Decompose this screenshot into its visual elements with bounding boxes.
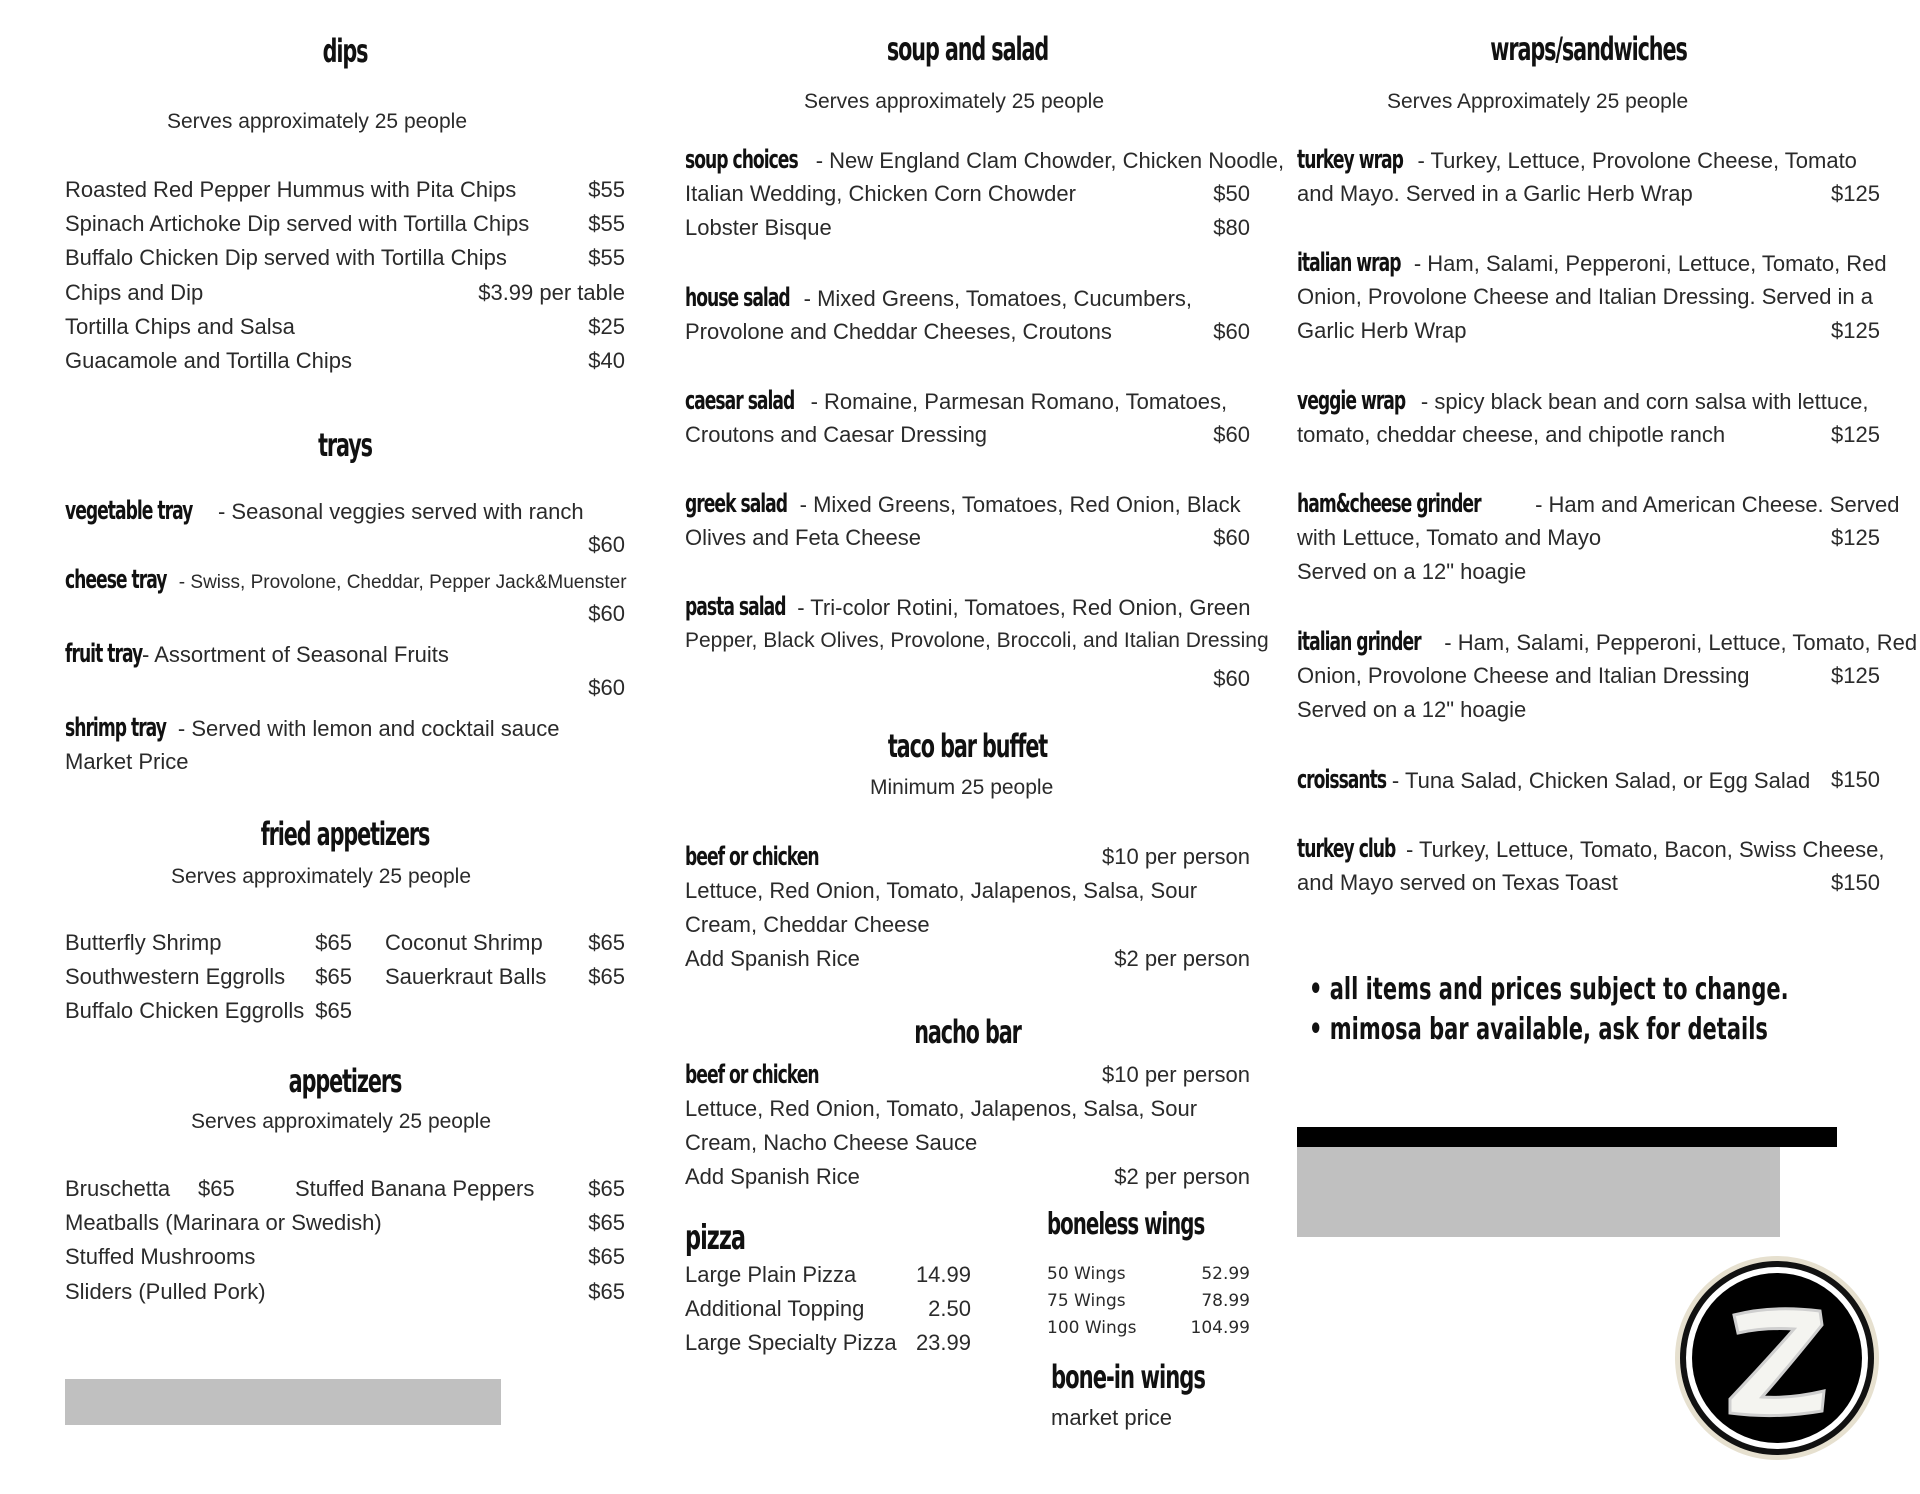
list-item: Large Specialty Pizza 23.99	[685, 1330, 971, 1355]
list-item: Roasted Red Pepper Hummus with Pita Chips $55	[65, 177, 625, 202]
item-name: cheese tray	[65, 565, 167, 595]
column-left	[65, 0, 625, 1494]
list-item: italian grinder - Ham, Salami, Pepperoni, Lettuce, Tomato, Red Onion, Provolone Cheese and Italian Dressing $125 Served on a 12" hoagie	[1297, 627, 1918, 722]
list-item: croissants - Tuna Salad, Chicken Salad, or Egg Salad $150	[1297, 765, 1880, 795]
nacho-title: nacho bar	[914, 1013, 1021, 1051]
item-name: beef or chicken	[685, 1060, 819, 1090]
fried-subtitle: Serves approximately 25 people	[171, 865, 472, 888]
list-item: italian wrap - Ham, Salami, Pepperoni, Lettuce, Tomato, Red Onion, Provolone Cheese and Italian Dressing. Served in a Garlic Herb Wrap $125	[1297, 248, 1887, 343]
appetizers-subtitle: Serves approximately 25 people	[191, 1110, 492, 1133]
list-item: Chips and Dip $3.99 per table	[65, 280, 625, 305]
list-item: Meatballs (Marinara or Swedish) $65	[65, 1210, 625, 1235]
list-item: vegetable tray - Seasonal veggies served with ranch $60	[65, 496, 625, 557]
list-item: Southwestern Eggrolls $65	[65, 964, 352, 989]
list-item: Spinach Artichoke Dip served with Tortilla Chips $55	[65, 211, 625, 236]
list-item: beef or chicken $10 per person Lettuce, Red Onion, Tomato, Jalapenos, Salsa, Sour Cream, Cheddar Cheese Add Spanish Rice $2 per person	[685, 842, 1250, 971]
black-bar	[1297, 1127, 1837, 1147]
pizza-title: pizza	[685, 1218, 746, 1258]
item-name: ham&cheese grinder	[1297, 489, 1481, 519]
list-item: cheese tray - Swiss, Provolone, Cheddar, Pepper Jack&Muenster $60	[65, 565, 627, 626]
appetizers-title: appetizers	[288, 1062, 402, 1100]
item-name: italian wrap	[1297, 248, 1401, 278]
wraps-title: wraps/sandwiches	[1490, 30, 1687, 68]
dips-subtitle: Serves approximately 25 people	[167, 110, 468, 133]
gray-box	[1297, 1147, 1780, 1237]
list-item: caesar salad - Romaine, Parmesan Romano, Tomatoes, Croutons and Caesar Dressing $60	[685, 386, 1250, 447]
item-name: fruit tray	[65, 639, 143, 669]
item-name: vegetable tray	[65, 496, 193, 526]
item-name: italian grinder	[1297, 627, 1421, 657]
fried-title: fried appetizers	[260, 815, 430, 853]
item-name: shrimp tray	[65, 713, 166, 743]
item-name: turkey club	[1297, 834, 1396, 864]
list-item: Butterfly Shrimp $65	[65, 930, 352, 955]
item-name: greek salad	[685, 489, 788, 519]
list-item: 75 Wings 78.99	[1047, 1291, 1250, 1311]
soup-subtitle: Serves approximately 25 people	[804, 90, 1105, 113]
note-mimosa: • mimosa bar available, ask for details	[1309, 1012, 1768, 1047]
item-name: caesar salad	[685, 386, 795, 416]
item-name: pasta salad	[685, 592, 786, 622]
bonein-title: bone-in wings	[1051, 1358, 1205, 1396]
item-name: soup choices	[685, 145, 798, 175]
item-name: veggie wrap	[1297, 386, 1406, 416]
list-item: Sauerkraut Balls $65	[385, 964, 625, 989]
taco-subtitle: Minimum 25 people	[870, 776, 1054, 799]
list-item: greek salad - Mixed Greens, Tomatoes, Red Onion, Black Olives and Feta Cheese $60	[685, 489, 1250, 550]
list-item: turkey wrap - Turkey, Lettuce, Provolone Cheese, Tomato and Mayo. Served in a Garlic Herb Wrap $125	[1297, 145, 1880, 206]
wraps-subtitle: Serves Approximately 25 people	[1387, 90, 1689, 113]
list-item: beef or chicken $10 per person Lettuce, Red Onion, Tomato, Jalapenos, Salsa, Sour Cream, Nacho Cheese Sauce Add Spanish Rice $2 per person	[685, 1060, 1250, 1189]
item-name: croissants	[1297, 765, 1387, 795]
list-item: veggie wrap - spicy black bean and corn salsa with lettuce, tomato, cheddar cheese, and chipotle ranch $125	[1297, 386, 1880, 447]
column-middle	[685, 0, 1285, 1494]
list-item: Bruschetta $65 Stuffed Banana Peppers $65	[65, 1176, 625, 1201]
list-item: Guacamole and Tortilla Chips $40	[65, 348, 625, 373]
soup-title: soup and salad	[886, 30, 1049, 68]
list-item: soup choices - New England Clam Chowder, Chicken Noodle, Italian Wedding, Chicken Corn Chowder $50 Lobster Bisque $80	[685, 145, 1285, 240]
list-item: fruit tray- Assortment of Seasonal Fruits $60	[65, 639, 625, 700]
list-item: Tortilla Chips and Salsa $25	[65, 314, 625, 339]
item-name: beef or chicken	[685, 842, 819, 872]
list-item: Buffalo Chicken Dip served with Tortilla Chips $55	[65, 245, 625, 270]
list-item: Additional Topping 2.50	[685, 1296, 971, 1321]
list-item: Stuffed Mushrooms $65	[65, 1244, 625, 1269]
z-logo-icon	[1672, 1253, 1882, 1463]
dips-title: dips	[322, 32, 368, 70]
list-item: shrimp tray - Served with lemon and cocktail sauce Market Price	[65, 713, 560, 774]
list-item: turkey club - Turkey, Lettuce, Tomato, Bacon, Swiss Cheese, and Mayo served on Texas Toast $150	[1297, 834, 1885, 895]
column-right	[1297, 0, 1918, 1494]
boneless-title: boneless wings	[1047, 1207, 1205, 1242]
list-item: house salad - Mixed Greens, Tomatoes, Cucumbers, Provolone and Cheddar Cheeses, Croutons $60	[685, 283, 1250, 344]
bonein-price: market price	[1051, 1405, 1173, 1430]
list-item: Coconut Shrimp $65	[385, 930, 625, 955]
list-item: Sliders (Pulled Pork) $65	[65, 1279, 625, 1304]
gray-bar	[65, 1379, 501, 1425]
list-item: ham&cheese grinder - Ham and American Cheese. Served with Lettuce, Tomato and Mayo $125 Served on a 12" hoagie	[1297, 489, 1900, 584]
list-item: pasta salad - Tri-color Rotini, Tomatoes, Red Onion, Green Pepper, Black Olives, Provolone, Broccoli, and Italian Dressing $60	[685, 592, 1269, 691]
trays-title: trays	[318, 426, 372, 464]
taco-title: taco bar buffet	[887, 727, 1048, 765]
list-item: 50 Wings 52.99	[1047, 1264, 1250, 1284]
item-name: house salad	[685, 283, 790, 313]
item-name: turkey wrap	[1297, 145, 1403, 175]
note-prices: • all items and prices subject to change.	[1309, 972, 1789, 1007]
list-item: 100 Wings 104.99	[1047, 1318, 1250, 1338]
list-item: Large Plain Pizza 14.99	[685, 1262, 971, 1287]
list-item: Buffalo Chicken Eggrolls $65	[65, 998, 352, 1023]
